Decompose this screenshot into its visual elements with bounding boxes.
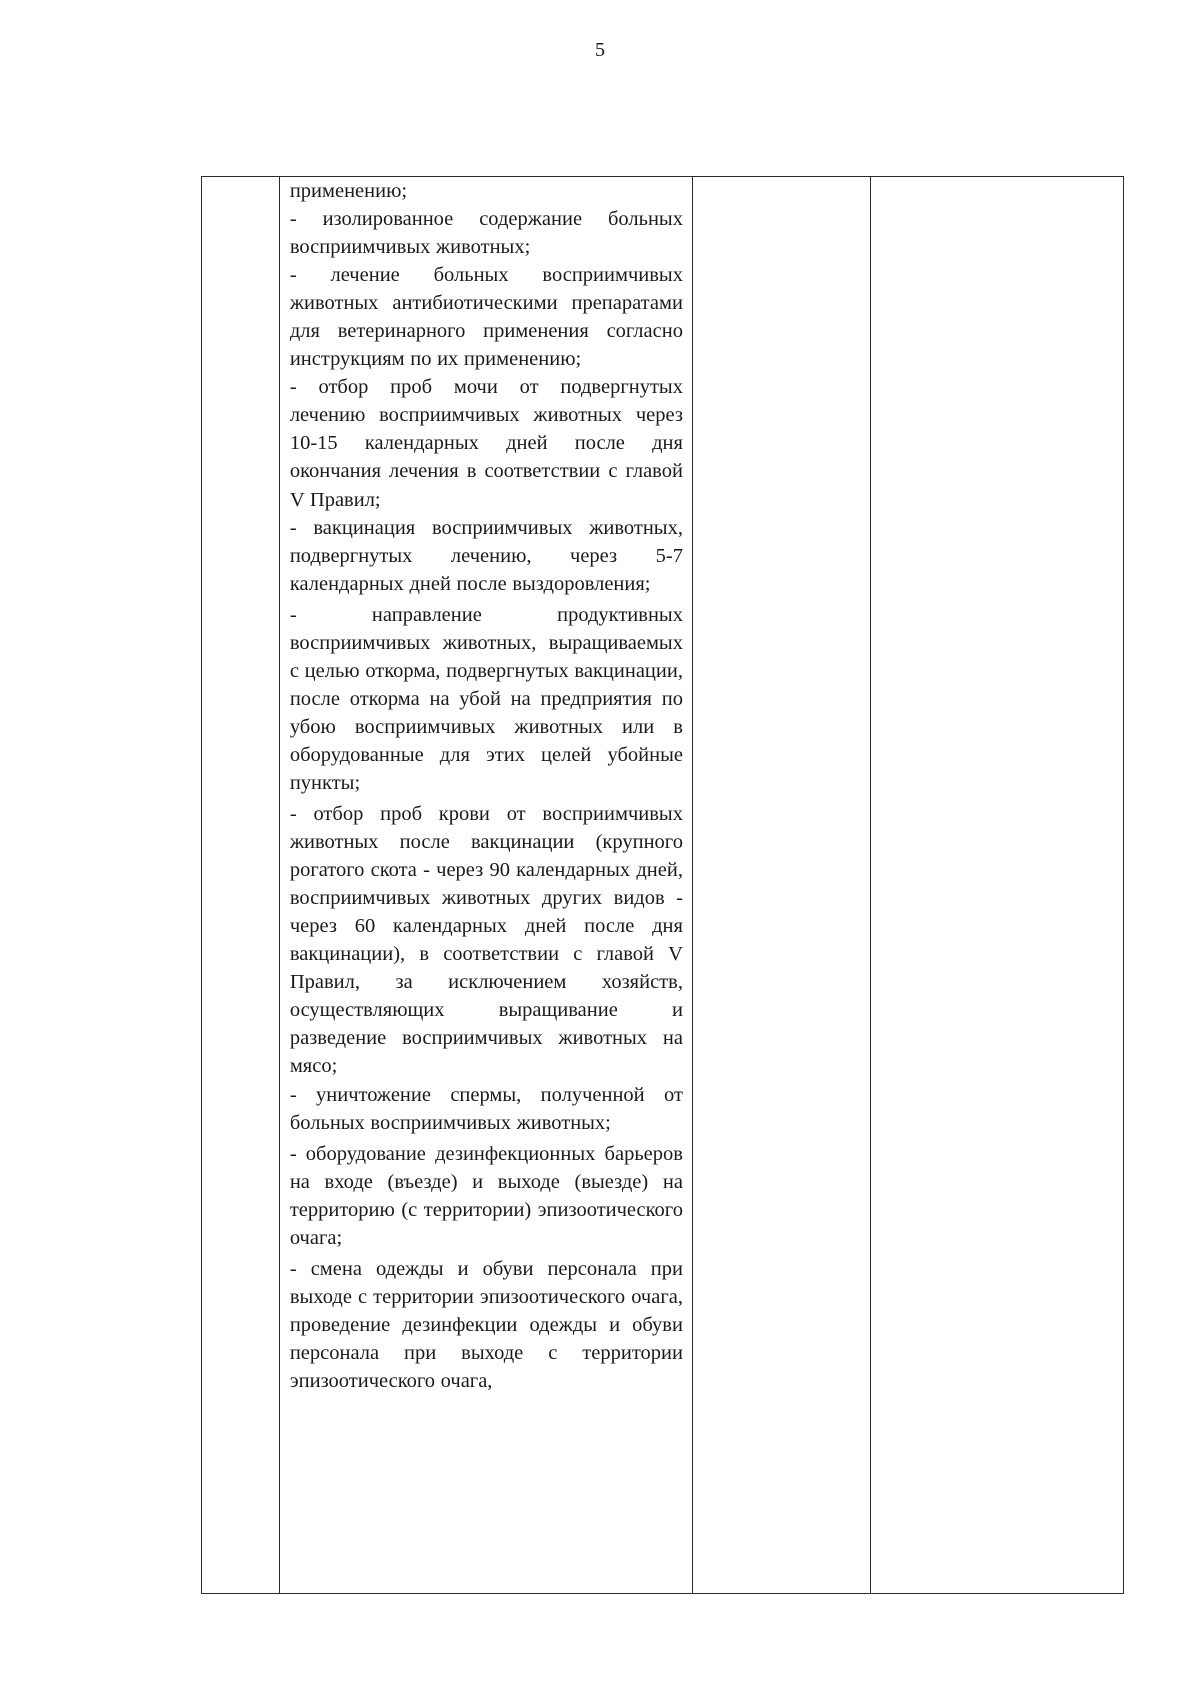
measures-list bbox=[290, 177, 683, 1395]
page-number: 5 bbox=[595, 39, 605, 61]
table-column-responsible bbox=[871, 177, 1123, 1593]
table-column-number bbox=[202, 177, 280, 1593]
list-item: - вакцинация восприимчивых животных, подвергнутых лечению, через 5-7 календарных дней после выздоровления; bbox=[289, 516, 683, 595]
list-item: - отбор проб крови от восприимчивых животных после вакцинации (крупного рогатого скота - через 90 календарных дней, восприимчивых животных других видов - через 60 календарных дней после дня вакцинации), в соответствии с главой V Правил, за исключением хозяйств, осуществляющих выращивание и разведение восприимчивых животных на мясо; bbox=[289, 803, 683, 1078]
measures-table bbox=[201, 176, 1124, 1594]
list-item: - отбор проб мочи от подвергнутых лечению восприимчивых животных через 10-15 календарных дней после дня окончания лечения в соответствии с главой V Правил; bbox=[289, 376, 683, 511]
list-item: - смена одежды и обуви персонала при выходе с территории эпизоотического очага, проведение дезинфекции одежды и обуви персонала при выходе с территории эпизоотического очага, bbox=[289, 1257, 683, 1392]
list-item: - направление продуктивных восприимчивых животных, выращиваемых с целью откорма, подвергнутых вакцинации, после откорма на убой на предприятия по убою восприимчивых животных или в оборудованные для этих целей убойные пункты; bbox=[289, 603, 683, 794]
table-column-measures bbox=[280, 177, 693, 1593]
list-item: применению; bbox=[289, 180, 408, 202]
list-item: - уничтожение спермы, полученной от больных восприимчивых животных; bbox=[289, 1083, 683, 1134]
list-item: - лечение больных восприимчивых животных антибиотическими препаратами для ветеринарного применения согласно инструкциям по их применению; bbox=[289, 264, 683, 371]
list-item: - изолированное содержание больных восприимчивых животных; bbox=[289, 208, 683, 259]
table-column-deadline bbox=[693, 177, 871, 1593]
list-item: - оборудование дезинфекционных барьеров на входе (въезде) и выходе (выезде) на территорию (с территории) эпизоотического очага; bbox=[289, 1142, 683, 1249]
